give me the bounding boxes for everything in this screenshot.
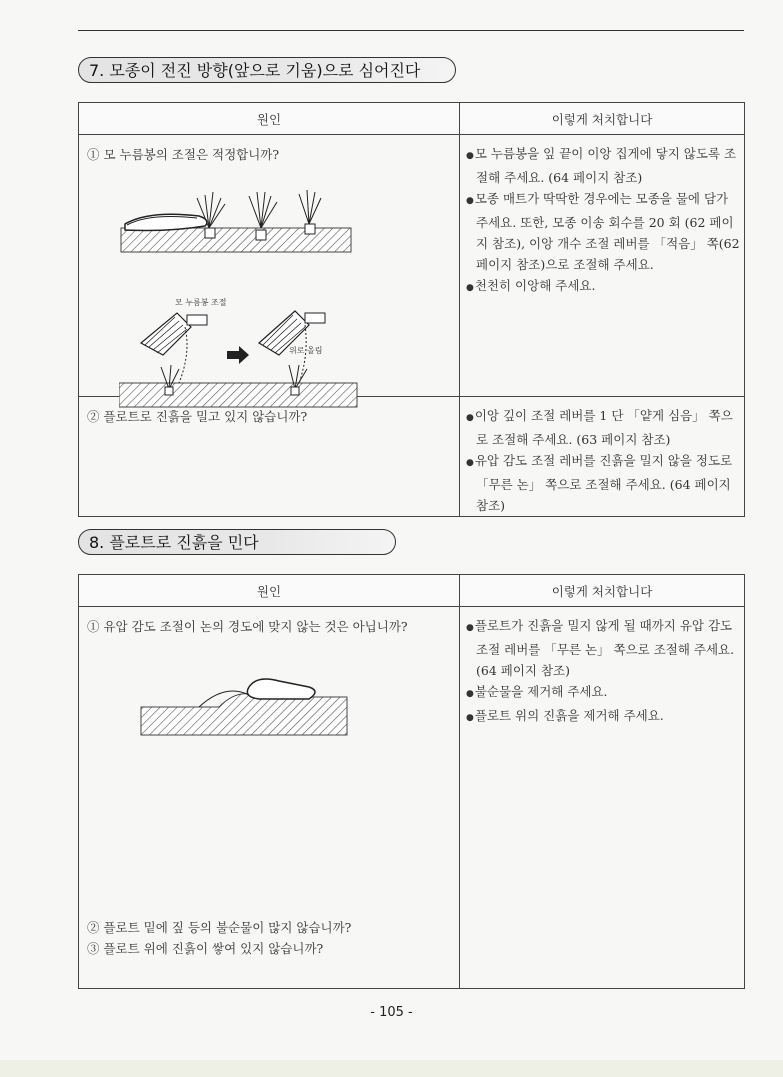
planting-illustration-top [109,180,359,255]
seedling-bar-adjust-label: 모 누름봉 조절 [175,298,227,307]
cause-cell [79,607,460,989]
section-8-table [78,574,745,989]
remedy-item: ● 이앙 깊이 조절 레버를 1 단 「얕게 심음」 쪽으로 조절해 주세요. (63 페이지 참조) [466,405,740,450]
remedy-item: ● 천천히 이앙해 주세요. [466,275,740,299]
remedy-item: ● 플로트 위의 진흙을 제거해 주세요. [466,705,740,729]
remedy-item: ● 유압 감도 조절 레버를 진흙을 밀지 않을 정도로 「무른 논」 쪽으로 조절해 주세요. (64 페이지 참조) [466,450,740,516]
remedy-cell [460,607,745,989]
cause-text: ① 모 누름봉의 조절은 적정합니까? [87,147,280,162]
cause-text: ③ 플로트 위에 진흙이 쌓여 있지 않습니까? [87,941,324,956]
remedy-header: 이렇게 처치합니다 [460,103,745,135]
remedy-header: 이렇게 처치합니다 [460,575,745,607]
float-pushing-mud-illustration [139,677,349,737]
page-number: - 105 - [370,1005,413,1020]
cause-cell-2 [79,397,460,517]
cause-text: ② 플로트 밑에 짚 등의 불순물이 많지 않습니까? [87,920,352,935]
remedy-item: ● 모종 매트가 딱딱한 경우에는 모종을 물에 담가 주세요. 또한, 모종 이송 회수를 20 회 (62 페이지 참조), 이앙 개수 조절 레버를 「적음」 쪽(62 페이지 참조)으로 조절해 주세요. [466,188,740,275]
section-7-title: 7. 모종이 전진 방향(앞으로 기움)으로 심어진다 [78,57,456,83]
remedy-cell-2 [460,397,745,517]
cause-text: ① 유압 감도 조절이 논의 경도에 맞지 않는 것은 아닙니까? [87,619,408,634]
raise-up-label: 위로 올림 [289,346,323,355]
top-rule [78,30,744,31]
section-8-title: 8. 플로트로 진흙을 민다 [78,529,396,555]
bottom-edge [0,1060,783,1077]
cause-header: 원인 [79,103,460,135]
remedy-item: ● 불순물을 제거해 주세요. [466,681,740,705]
remedy-cell-1 [460,135,745,397]
remedy-item: ● 플로트가 진흙을 밀지 않게 될 때까지 유압 감도 조절 레버를 「무른 논」 쪽으로 조절해 주세요. (64 페이지 참조) [466,615,740,681]
section-7-table [78,102,745,517]
cause-cell-1 [79,135,460,397]
cause-text: ② 플로트로 진흙을 밀고 있지 않습니까? [87,409,308,424]
cause-header: 원인 [79,575,460,607]
remedy-item: ● 모 누름봉을 잎 끝이 이앙 집게에 닿지 않도록 조절해 주세요. (64 페이지 참조) [466,143,740,188]
